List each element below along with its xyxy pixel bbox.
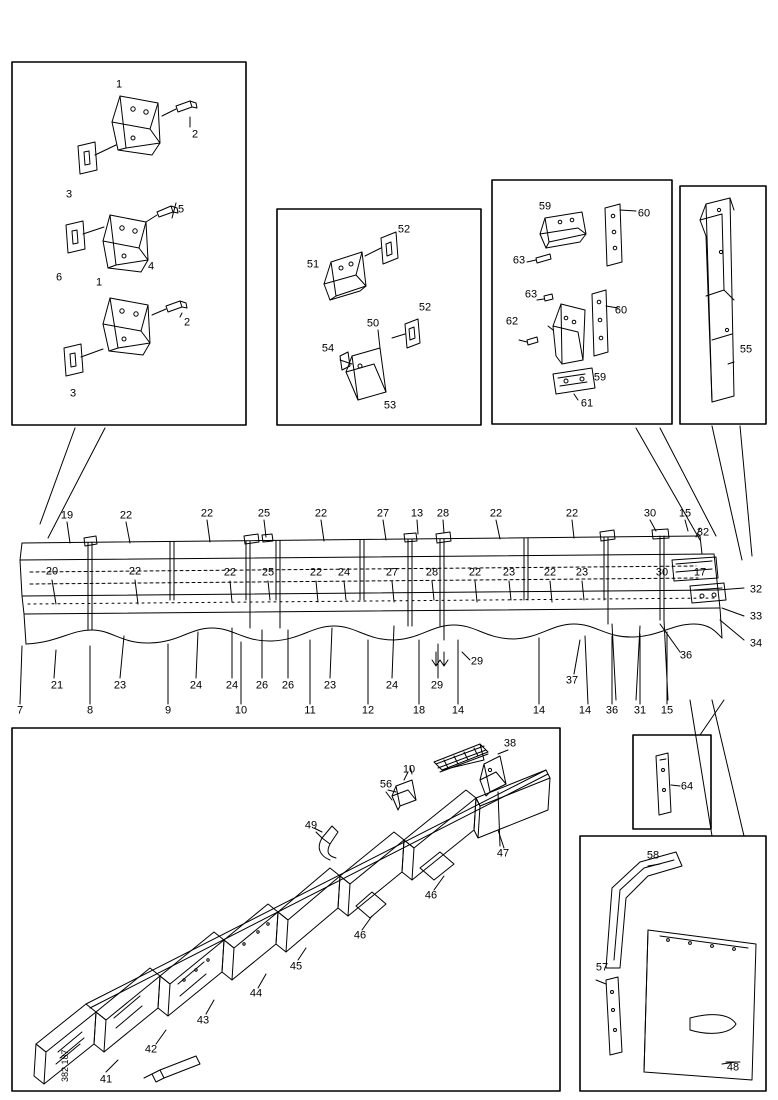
callout-33: 33 <box>749 610 763 623</box>
callout-60: 60 <box>637 207 651 220</box>
callout-53: 53 <box>383 399 397 412</box>
callout-5: 5 <box>177 203 185 216</box>
callout-22: 22 <box>119 509 133 522</box>
callout-41: 41 <box>99 1073 113 1086</box>
callout-20: 20 <box>45 565 59 578</box>
callout-22: 22 <box>468 566 482 579</box>
callout-36: 36 <box>605 704 619 717</box>
callout-10: 10 <box>402 763 416 776</box>
callout-8: 8 <box>86 704 94 717</box>
callout-3: 3 <box>69 387 77 400</box>
callout-38: 38 <box>503 737 517 750</box>
callout-26: 26 <box>255 679 269 692</box>
callout-34: 34 <box>749 637 763 650</box>
callout-52: 52 <box>397 223 411 236</box>
callout-17: 17 <box>693 566 707 579</box>
callout-46: 46 <box>424 889 438 902</box>
callout-22: 22 <box>200 507 214 520</box>
callout-63: 63 <box>524 288 538 301</box>
callout-29: 29 <box>430 679 444 692</box>
callout-59: 59 <box>538 200 552 213</box>
callout-31: 31 <box>633 704 647 717</box>
callout-24: 24 <box>225 679 239 692</box>
callout-50: 50 <box>366 317 380 330</box>
callout-59: 59 <box>593 371 607 384</box>
callout-48: 48 <box>726 1061 740 1074</box>
callout-27: 27 <box>385 566 399 579</box>
callout-11: 11 <box>304 704 316 717</box>
callout-24: 24 <box>337 566 351 579</box>
callout-22: 22 <box>314 507 328 520</box>
callout-22: 22 <box>489 507 503 520</box>
callout-51: 51 <box>306 258 320 271</box>
callout-44: 44 <box>249 987 263 1000</box>
callout-22: 22 <box>223 566 237 579</box>
callout-60: 60 <box>614 304 628 317</box>
callout-28: 28 <box>436 507 450 520</box>
callout-24: 24 <box>385 679 399 692</box>
callout-32: 32 <box>749 583 763 596</box>
callout-29: 29 <box>470 655 484 668</box>
callout-52: 52 <box>418 301 432 314</box>
callout-27: 27 <box>376 507 390 520</box>
callout-23: 23 <box>575 566 589 579</box>
callout-22: 22 <box>128 565 142 578</box>
callout-4: 4 <box>147 260 155 273</box>
callout-30: 30 <box>643 507 657 520</box>
callout-2: 2 <box>191 128 199 141</box>
callout-36: 36 <box>679 649 693 662</box>
callout-13: 13 <box>410 507 424 520</box>
callout-26: 26 <box>281 679 295 692</box>
callout-22: 22 <box>543 566 557 579</box>
callout-1: 1 <box>115 78 123 91</box>
callout-32: 32 <box>696 526 710 539</box>
callout-14: 14 <box>451 704 465 717</box>
callout-56: 56 <box>379 778 393 791</box>
callout-47: 47 <box>496 847 510 860</box>
callout-2: 2 <box>183 316 191 329</box>
callout-58: 58 <box>646 849 660 862</box>
callout-43: 43 <box>196 1014 210 1027</box>
callout-54: 54 <box>321 342 335 355</box>
callout-1: 1 <box>95 276 103 289</box>
callout-10: 10 <box>234 704 248 717</box>
callout-21: 21 <box>50 679 64 692</box>
callout-23: 23 <box>323 679 337 692</box>
callout-55: 55 <box>739 343 753 356</box>
callout-14: 14 <box>532 704 546 717</box>
callout-15: 15 <box>660 704 674 717</box>
callout-7: 7 <box>16 704 24 717</box>
callout-19: 19 <box>60 509 74 522</box>
callout-45: 45 <box>289 960 303 973</box>
callout-25: 25 <box>257 507 271 520</box>
callout-3: 3 <box>65 188 73 201</box>
callout-22: 22 <box>565 507 579 520</box>
callout-62: 62 <box>505 315 519 328</box>
callout-42: 42 <box>144 1043 158 1056</box>
callout-9: 9 <box>164 704 172 717</box>
sheet-code: 382 187 <box>60 1049 70 1082</box>
callout-46: 46 <box>353 929 367 942</box>
callout-30: 30 <box>655 566 669 579</box>
callout-37: 37 <box>565 674 579 687</box>
callout-25: 25 <box>261 566 275 579</box>
callout-57: 57 <box>595 961 609 974</box>
callout-49: 49 <box>304 819 318 832</box>
callout-15: 15 <box>678 507 692 520</box>
callout-12: 12 <box>361 704 375 717</box>
callout-22: 22 <box>309 566 323 579</box>
callout-23: 23 <box>502 566 516 579</box>
callout-23: 23 <box>113 679 127 692</box>
callout-6: 6 <box>55 271 63 284</box>
callout-64: 64 <box>680 780 694 793</box>
callout-14: 14 <box>578 704 592 717</box>
callout-18: 18 <box>412 704 426 717</box>
callout-24: 24 <box>189 679 203 692</box>
callout-28: 28 <box>425 566 439 579</box>
callout-63: 63 <box>512 254 526 267</box>
callout-61: 61 <box>580 397 594 410</box>
